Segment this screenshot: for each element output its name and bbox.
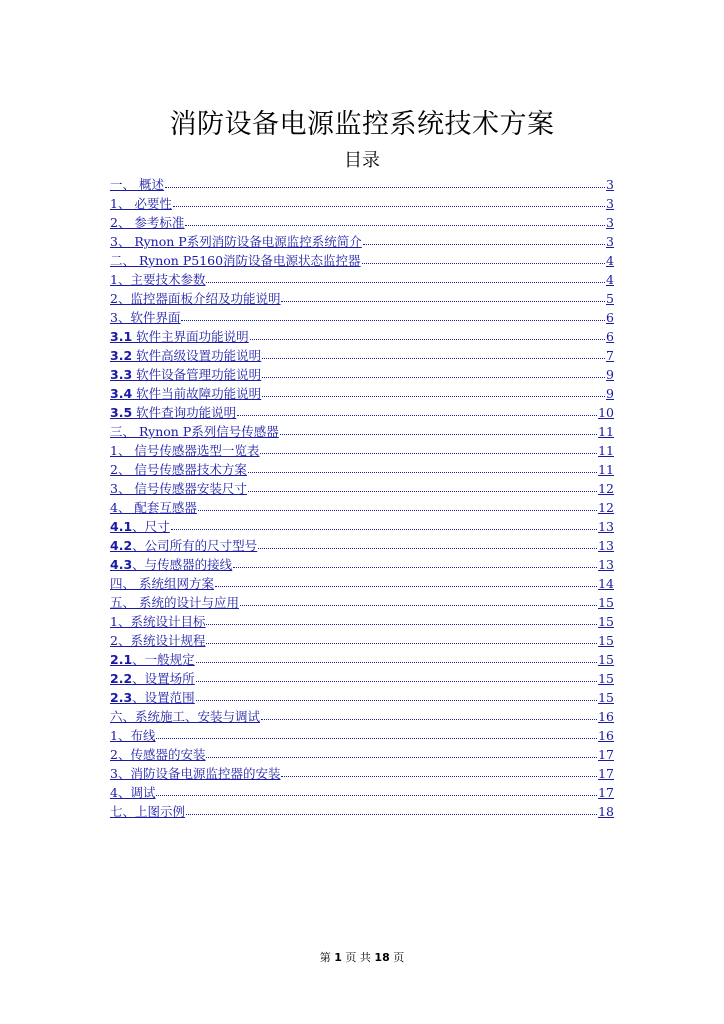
- toc-entry[interactable]: [110, 629, 614, 648]
- toc-leader-dots: [156, 737, 597, 739]
- toc-entry-label: 2、监控器面板介绍及功能说明: [110, 291, 281, 306]
- toc-leader-dots: [171, 528, 597, 530]
- toc-entry[interactable]: [110, 610, 614, 629]
- toc-leader-dots: [233, 566, 597, 568]
- toc-entry[interactable]: [110, 249, 614, 268]
- toc-entry[interactable]: [110, 800, 614, 819]
- toc-entry-label: 2.3、设置范围: [110, 690, 195, 705]
- toc-entry-label: 3.4 软件当前故障功能说明: [110, 386, 262, 401]
- toc-entry[interactable]: [110, 344, 614, 363]
- toc-entry[interactable]: [110, 382, 614, 401]
- toc-entry-page: 5: [606, 291, 614, 306]
- toc-entry[interactable]: [110, 515, 614, 534]
- toc-entry[interactable]: [110, 572, 614, 591]
- toc-entry-label: 2、传感器的安装: [110, 747, 206, 762]
- toc-entry-page: 15: [598, 633, 614, 648]
- toc-entry-page: 17: [598, 785, 614, 800]
- toc-entry-label: 2、 信号传感器技术方案: [110, 462, 247, 477]
- toc-leader-dots: [181, 319, 605, 321]
- toc-entry-page: 16: [598, 728, 614, 743]
- toc-leader-dots: [363, 243, 605, 245]
- toc-entry-label: 2.1、一般规定: [110, 652, 195, 667]
- toc-entry-page: 3: [606, 234, 614, 249]
- toc-entry-page: 15: [598, 614, 614, 629]
- toc-entry-page: 11: [598, 462, 614, 477]
- toc-entry-label: 1、系统设计目标: [110, 614, 206, 629]
- toc-leader-dots: [281, 300, 605, 302]
- footer-current-page: 1: [334, 951, 342, 964]
- toc-entry-label: 3、软件界面: [110, 310, 181, 325]
- toc-entry-page: 17: [598, 747, 614, 762]
- toc-entry-page: 15: [598, 652, 614, 667]
- toc-entry-label: 4.2、公司所有的尺寸型号: [110, 538, 258, 553]
- toc-entry[interactable]: [110, 306, 614, 325]
- toc-entry-label: 3.2 软件高级设置功能说明: [110, 348, 262, 363]
- toc-entry-page: 16: [598, 709, 614, 724]
- toc-entry-label: 1、布线: [110, 728, 156, 743]
- toc-leader-dots: [156, 794, 597, 796]
- toc-entry[interactable]: [110, 287, 614, 306]
- footer-suffix: 页: [393, 951, 405, 964]
- toc-entry-label: 3、 Rynon P系列消防设备电源监控系统简介: [110, 234, 362, 249]
- toc-entry-label: 1、 信号传感器选型一览表: [110, 443, 260, 458]
- toc-entry-page: 11: [598, 443, 614, 458]
- toc-entry-label: 二、 Rynon P5160消防设备电源状态监控器: [110, 253, 361, 268]
- toc-entry-label: 三、 Rynon P系列信号传感器: [110, 424, 279, 439]
- toc-entry-label: 3、消防设备电源监控器的安装: [110, 766, 281, 781]
- toc-entry-label: 一、 概述: [110, 177, 164, 192]
- toc-entry[interactable]: [110, 496, 614, 515]
- toc-entry-label: 七、上图示例: [110, 804, 186, 819]
- toc-entry[interactable]: [110, 477, 614, 496]
- document-title: 消防设备电源监控系统技术方案: [169, 109, 555, 140]
- toc-entry-page: 15: [598, 671, 614, 686]
- toc-entry-page: 17: [598, 766, 614, 781]
- toc-leader-dots: [262, 395, 605, 397]
- toc-leader-dots: [261, 718, 597, 720]
- toc-entry[interactable]: [110, 686, 614, 705]
- toc-leader-dots: [173, 205, 605, 207]
- footer-total-pages: 18: [374, 951, 390, 964]
- toc-leader-dots: [165, 186, 605, 188]
- toc-leader-dots: [215, 585, 597, 587]
- toc-entry[interactable]: [110, 401, 614, 420]
- toc-leader-dots: [186, 813, 597, 815]
- toc-entry-label: 4、调试: [110, 785, 156, 800]
- toc-entry-label: 4.1、尺寸: [110, 519, 170, 534]
- toc-leader-dots: [240, 604, 597, 606]
- toc-leader-dots: [206, 642, 597, 644]
- toc-entry[interactable]: [110, 268, 614, 287]
- toc-leader-dots: [206, 756, 597, 758]
- toc-entry[interactable]: [110, 648, 614, 667]
- page-footer: [0, 949, 724, 965]
- toc-leader-dots: [185, 224, 605, 226]
- toc-entry-page: 7: [606, 348, 614, 363]
- toc-entry-label: 1、主要技术参数: [110, 272, 206, 287]
- toc-entry[interactable]: [110, 173, 614, 192]
- toc-entry[interactable]: [110, 420, 614, 439]
- toc-entry-label: 4.3、与传感器的接线: [110, 557, 233, 572]
- toc-entry-page: 18: [598, 804, 614, 819]
- toc-entry-page: 6: [606, 310, 614, 325]
- toc-entry-page: 10: [598, 405, 614, 420]
- toc-leader-dots: [280, 433, 597, 435]
- toc-entry[interactable]: [110, 192, 614, 211]
- toc-entry-page: 12: [598, 500, 614, 515]
- toc-entry-page: 11: [598, 424, 614, 439]
- toc-entry-label: 3.3 软件设备管理功能说明: [110, 367, 262, 382]
- toc-heading: 目录: [344, 150, 380, 171]
- toc-entry-label: 3.1 软件主界面功能说明: [110, 329, 249, 344]
- toc-entry[interactable]: [110, 667, 614, 686]
- toc-entry[interactable]: [110, 230, 614, 249]
- toc-entry[interactable]: [110, 553, 614, 572]
- toc-entry-page: 12: [598, 481, 614, 496]
- toc-entry-page: 15: [598, 595, 614, 610]
- toc-entry[interactable]: [110, 724, 614, 743]
- toc-entry[interactable]: [110, 591, 614, 610]
- toc-entry[interactable]: [110, 534, 614, 553]
- toc-entry-page: 3: [606, 177, 614, 192]
- toc-entry-page: 4: [606, 253, 614, 268]
- toc-entry-page: 4: [606, 272, 614, 287]
- toc-leader-dots: [198, 509, 597, 511]
- toc-leader-dots: [250, 338, 605, 340]
- toc-leader-dots: [196, 680, 597, 682]
- toc-leader-dots: [260, 452, 597, 454]
- toc-entry-page: 13: [598, 519, 614, 534]
- toc-leader-dots: [206, 281, 605, 283]
- table-of-contents: [110, 173, 614, 819]
- toc-entry-page: 9: [606, 367, 614, 382]
- toc-entry-label: 2、系统设计规程: [110, 633, 206, 648]
- toc-entry[interactable]: [110, 363, 614, 382]
- toc-entry-label: 3.5 软件查询功能说明: [110, 405, 237, 420]
- toc-leader-dots: [248, 490, 597, 492]
- toc-entry-label: 四、 系统组网方案: [110, 576, 214, 591]
- toc-leader-dots: [196, 699, 597, 701]
- toc-entry-page: 3: [606, 215, 614, 230]
- toc-entry[interactable]: [110, 211, 614, 230]
- toc-entry-page: 15: [598, 690, 614, 705]
- toc-entry[interactable]: [110, 458, 614, 477]
- toc-leader-dots: [206, 623, 597, 625]
- toc-entry-page: 9: [606, 386, 614, 401]
- toc-leader-dots: [248, 471, 597, 473]
- toc-entry-page: 3: [606, 196, 614, 211]
- toc-leader-dots: [258, 547, 597, 549]
- toc-entry[interactable]: [110, 705, 614, 724]
- toc-entry-label: 2.2、设置场所: [110, 671, 195, 686]
- toc-entry[interactable]: [110, 325, 614, 344]
- footer-prefix: 第: [319, 951, 331, 964]
- toc-entry-page: 14: [598, 576, 614, 591]
- toc-entry-label: 六、系统施工、安装与调试: [110, 709, 261, 724]
- toc-entry-label: 五、 系统的设计与应用: [110, 595, 239, 610]
- toc-leader-dots: [281, 775, 597, 777]
- toc-leader-dots: [237, 414, 597, 416]
- footer-middle: 页 共: [345, 951, 371, 964]
- toc-entry-label: 2、 参考标准: [110, 215, 185, 230]
- toc-leader-dots: [262, 357, 605, 359]
- toc-entry[interactable]: [110, 743, 614, 762]
- toc-entry-page: 13: [598, 557, 614, 572]
- toc-entry-label: 1、 必要性: [110, 196, 172, 211]
- toc-entry[interactable]: [110, 781, 614, 800]
- toc-entry-label: 4、 配套互感器: [110, 500, 197, 515]
- toc-entry[interactable]: [110, 439, 614, 458]
- toc-entry-label: 3、 信号传感器安装尺寸: [110, 481, 247, 496]
- toc-leader-dots: [196, 661, 597, 663]
- toc-entry-page: 13: [598, 538, 614, 553]
- toc-leader-dots: [262, 376, 605, 378]
- toc-leader-dots: [362, 262, 605, 264]
- toc-entry[interactable]: [110, 762, 614, 781]
- toc-entry-page: 6: [606, 329, 614, 344]
